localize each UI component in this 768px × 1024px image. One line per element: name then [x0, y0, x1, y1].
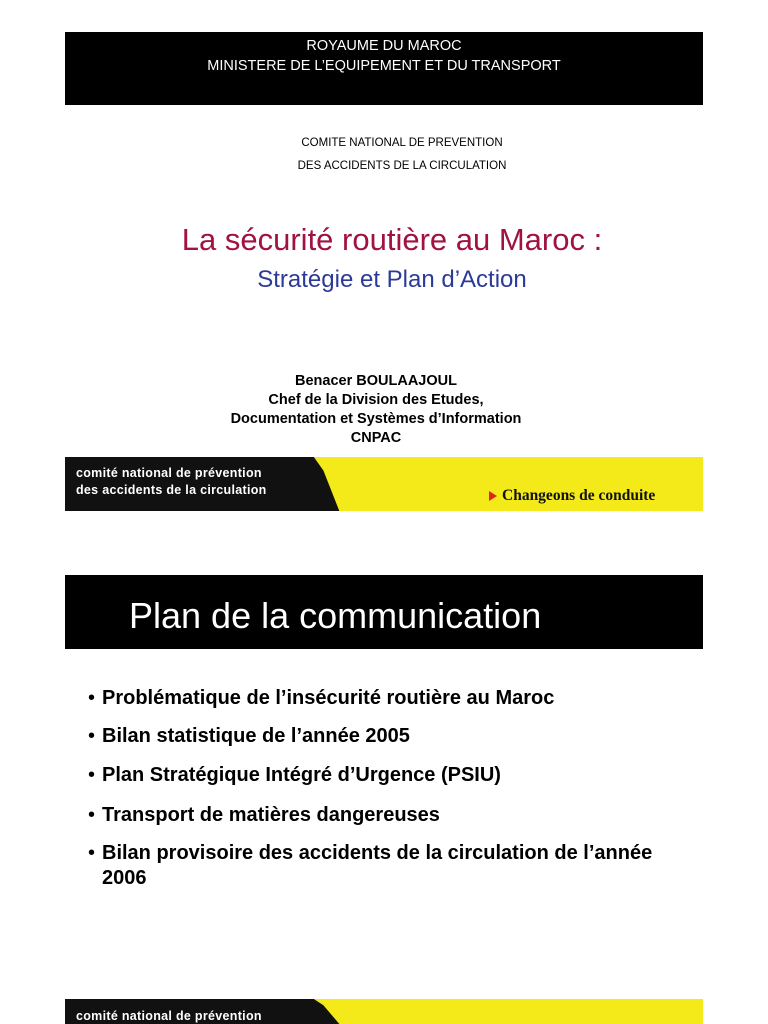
arrow-right-icon [489, 491, 497, 501]
author-block [65, 372, 687, 448]
ministry-label: MINISTERE DE L’EQUIPEMENT ET DU TRANSPORT [207, 58, 561, 74]
list-item: • Plan Stratégique Intégré d’Urgence (PSIU) [88, 763, 688, 788]
cnpac-banner-partial [65, 999, 703, 1024]
slide2-header [65, 575, 703, 649]
banner-line-2: des accidents de la circulation [76, 483, 267, 497]
slide2-title: Plan de la communication [129, 595, 542, 636]
ministry-header [65, 32, 703, 105]
committee-heading [65, 132, 739, 178]
list-item: • Problématique de l’insécurité routière au Maroc [88, 686, 688, 711]
author-role-1: Chef de la Division des Etudes, [268, 392, 484, 408]
cnpac-banner [65, 457, 703, 511]
author-name: Benacer BOULAAJOUL [295, 373, 457, 389]
banner-slogan [489, 487, 655, 505]
banner-line-1: comité national de prévention [76, 466, 262, 480]
banner-logo-text [76, 1008, 262, 1024]
page-title: La sécurité routière au Maroc : [181, 222, 603, 257]
list-item: • Bilan provisoire des accidents de la circulation de l’année 2006 [88, 841, 688, 891]
author-role-2: Documentation et Systèmes d’Information [230, 411, 522, 427]
slogan-text: Changeons de conduite [502, 487, 656, 504]
committee-line-1: COMITE NATIONAL DE PREVENTION [301, 137, 503, 149]
kingdom-label: ROYAUME DU MAROC [306, 38, 462, 54]
list-item: • Transport de matières dangereuses [88, 803, 688, 828]
committee-line-2: DES ACCIDENTS DE LA CIRCULATION [297, 160, 507, 172]
list-item: • Bilan statistique de l’année 2005 [88, 724, 688, 749]
banner-logo-text [76, 465, 267, 499]
banner-line-1: comité national de prévention [76, 1009, 262, 1023]
author-org: CNPAC [350, 430, 402, 446]
page-subtitle: Stratégie et Plan d’Action [257, 266, 527, 293]
outline-list [88, 686, 688, 891]
